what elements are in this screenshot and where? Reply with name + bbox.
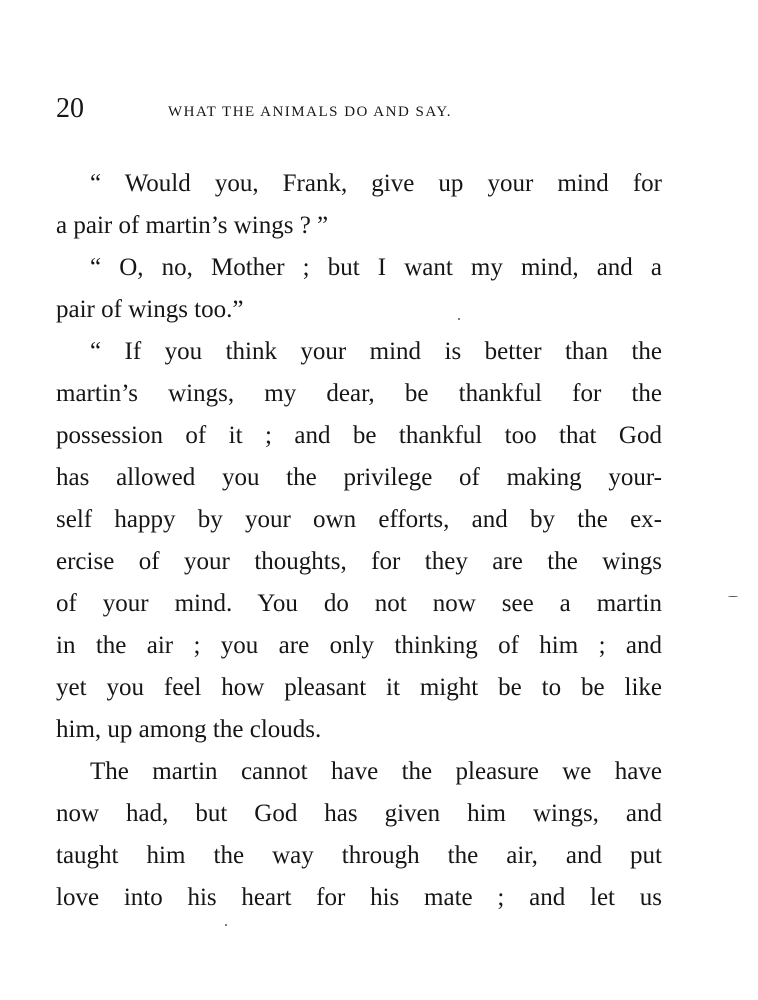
text-line: a pair of martin’s wings ? ” (56, 212, 329, 239)
text-line: martin’s wings, my dear, be thankful for the (56, 380, 662, 407)
text-line: possession of it ; and be thankful too that God (56, 422, 662, 449)
text-line: taught him the way through the air, and put (56, 842, 662, 869)
paper-speck (458, 318, 460, 320)
text-line: ercise of your thoughts, for they are the wings (56, 548, 662, 575)
running-head: WHAT THE ANIMALS DO AND SAY. (168, 104, 452, 120)
text-line: love into his heart for his mate ; and let us (56, 884, 662, 911)
text-line: now had, but God has given him wings, and (56, 800, 662, 827)
text-line: him, up among the clouds. (56, 716, 322, 743)
text-line: pair of wings too.” (56, 296, 244, 323)
paper-speck (225, 924, 227, 926)
paper-speck (728, 596, 738, 597)
text-line: The martin cannot have the pleasure we have (90, 758, 662, 785)
text-line: self happy by your own efforts, and by the ex- (56, 506, 662, 533)
text-line: yet you feel how pleasant it might be to be like (56, 674, 662, 701)
text-line: of your mind. You do not now see a martin (56, 590, 662, 617)
text-line: “ Would you, Frank, give up your mind for (90, 170, 662, 197)
text-line: in the air ; you are only thinking of him ; and (56, 632, 662, 659)
page-number: 20 (56, 93, 84, 124)
text-line: “ O, no, Mother ; but I want my mind, and a (90, 254, 662, 281)
text-line: has allowed you the privilege of making your- (56, 464, 662, 491)
text-line: “ If you think your mind is better than the (90, 338, 662, 365)
